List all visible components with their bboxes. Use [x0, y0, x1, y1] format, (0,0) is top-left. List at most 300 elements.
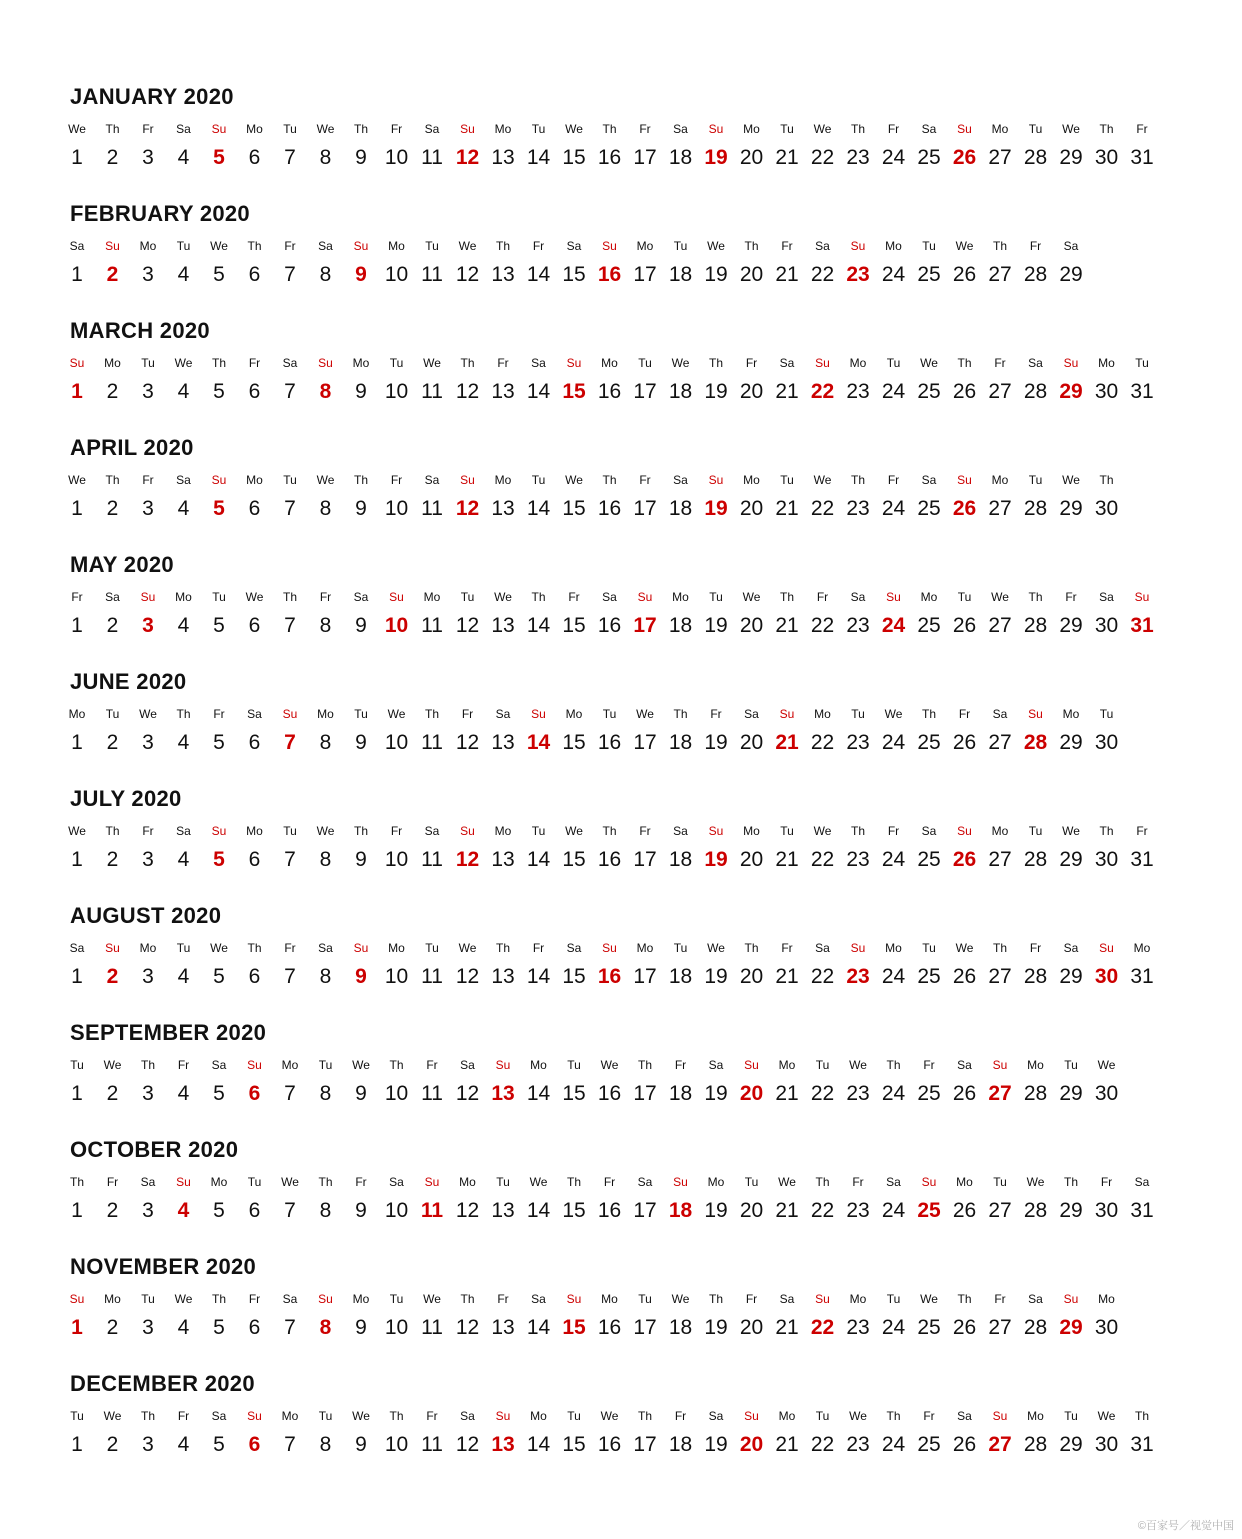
day-number: 13	[491, 146, 515, 169]
day-cell	[57, 552, 97, 642]
day-number: 6	[248, 497, 261, 520]
day-cell	[448, 786, 488, 876]
weekday-label: Sa	[424, 824, 440, 838]
day-number: 9	[355, 263, 367, 286]
weekday-label: We	[565, 473, 583, 487]
weekday-label: Su	[318, 1292, 333, 1306]
weekday-label: Sa	[318, 239, 333, 253]
weekday-label: Sa	[460, 1058, 475, 1072]
weekday-label: Th	[1099, 824, 1114, 838]
day-cell	[803, 84, 843, 174]
day-number: 13	[491, 1433, 515, 1456]
day-number: 26	[952, 497, 977, 520]
day-cell	[483, 1020, 523, 1110]
day-number: 18	[668, 614, 693, 637]
day-cell	[164, 1371, 204, 1461]
weekday-label: Fr	[106, 1175, 119, 1189]
day-number: 17	[633, 731, 657, 754]
weekday-label: Mo	[601, 1292, 618, 1306]
day-number: 1	[71, 1316, 83, 1339]
weekday-label: Th	[318, 1175, 333, 1189]
day-number: 27	[988, 1199, 1012, 1222]
weekday-label: Fr	[177, 1058, 190, 1072]
day-number: 5	[213, 1082, 225, 1105]
day-number: 30	[1094, 1433, 1119, 1456]
weekday-label: Tu	[1135, 356, 1149, 370]
day-cell	[945, 318, 985, 408]
day-cell	[57, 1371, 97, 1461]
day-number: 27	[988, 497, 1012, 520]
weekday-label: Mo	[68, 707, 86, 721]
day-cell	[306, 318, 346, 408]
day-number: 27	[988, 1316, 1012, 1339]
weekday-label: Su	[815, 1292, 830, 1306]
day-cell	[1122, 84, 1162, 174]
weekday-label: Th	[353, 473, 368, 487]
day-number: 2	[106, 965, 119, 988]
day-cell	[732, 318, 772, 408]
weekday-label: Tu	[567, 1409, 581, 1423]
day-number: 2	[106, 146, 119, 169]
weekday-label: Th	[460, 1292, 475, 1306]
day-number: 10	[384, 731, 409, 754]
weekday-label: Th	[957, 356, 972, 370]
day-cell	[57, 1254, 97, 1344]
day-number: 19	[704, 497, 728, 520]
day-cell	[909, 435, 949, 525]
day-cell	[732, 786, 772, 876]
day-cell	[306, 1137, 346, 1227]
weekday-label: Tu	[425, 239, 439, 253]
weekday-label: Mo	[956, 1175, 973, 1189]
day-cell	[838, 1137, 878, 1227]
month-block	[0, 669, 1242, 786]
weekday-label: We	[884, 707, 903, 721]
day-cell	[945, 84, 985, 174]
day-number: 26	[952, 146, 977, 169]
day-number: 17	[633, 1199, 657, 1222]
day-cell	[306, 201, 346, 291]
day-number: 27	[988, 614, 1012, 637]
day-cell	[199, 1020, 239, 1110]
day-cell	[199, 786, 239, 876]
day-number: 25	[917, 1316, 941, 1339]
weekday-label: Sa	[673, 122, 688, 136]
day-number: 8	[319, 614, 332, 637]
weekday-label: Th	[566, 1175, 581, 1189]
weekday-label: Su	[424, 1175, 440, 1189]
day-number: 18	[668, 497, 693, 520]
weekday-label: Fr	[1136, 122, 1148, 136]
weekday-label: Mo	[281, 1409, 299, 1423]
day-number: 1	[71, 731, 83, 754]
day-cell	[57, 435, 97, 525]
day-cell	[164, 903, 204, 993]
weekday-label: Tu	[318, 1058, 333, 1072]
weekday-label: We	[600, 1058, 619, 1072]
day-number: 17	[633, 1082, 657, 1105]
day-cell	[1016, 84, 1056, 174]
day-cell	[57, 669, 97, 759]
day-cell	[270, 318, 310, 408]
day-number: 29	[1059, 1082, 1083, 1105]
day-cell	[590, 1020, 630, 1110]
weekday-label: Fr	[1100, 1175, 1113, 1189]
day-cell	[590, 552, 630, 642]
weekday-label: Fr	[603, 1175, 616, 1189]
day-number: 5	[213, 614, 225, 637]
day-cell	[235, 786, 275, 876]
day-cell	[306, 552, 346, 642]
day-number: 23	[846, 965, 870, 988]
day-cell	[270, 1020, 310, 1110]
weekday-label: Su	[247, 1058, 262, 1072]
day-cell	[341, 552, 381, 642]
day-number: 9	[355, 1316, 367, 1339]
day-cell	[412, 435, 452, 525]
weekday-label: Su	[460, 122, 475, 136]
day-number: 6	[248, 731, 261, 754]
weekday-label: Tu	[815, 1058, 830, 1072]
day-cell	[696, 84, 736, 174]
weekday-label: Th	[921, 707, 936, 721]
day-number: 8	[319, 848, 332, 871]
day-cell	[590, 84, 630, 174]
day-number: 10	[384, 1316, 409, 1339]
weekday-label: Fr	[781, 239, 793, 253]
day-cell	[377, 552, 417, 642]
day-number: 25	[917, 848, 941, 871]
weekday-label: Th	[957, 1292, 972, 1306]
day-number: 26	[952, 614, 977, 637]
day-number: 9	[355, 1082, 367, 1105]
weekday-label: Fr	[674, 1409, 687, 1423]
day-number: 9	[355, 146, 367, 169]
day-cell	[625, 84, 665, 174]
weekday-label: Tu	[531, 824, 546, 838]
day-number: 31	[1130, 848, 1154, 871]
day-cell	[235, 903, 275, 993]
weekday-label: Sa	[531, 1292, 546, 1306]
weekday-label: Mo	[991, 473, 1009, 487]
day-number: 7	[284, 848, 296, 871]
day-number: 19	[704, 146, 728, 169]
day-cell	[519, 1371, 559, 1461]
day-number: 8	[319, 731, 332, 754]
day-cell	[945, 1371, 985, 1461]
weekday-label: Mo	[991, 824, 1009, 838]
day-number: 7	[284, 965, 296, 988]
weekday-label: Fr	[887, 473, 900, 487]
day-number: 11	[421, 614, 443, 637]
day-cell	[554, 201, 594, 291]
day-cell	[803, 1254, 843, 1344]
weekday-label: Tu	[744, 1175, 759, 1189]
day-cell	[1016, 318, 1056, 408]
day-cell	[412, 318, 452, 408]
weekday-label: Fr	[319, 590, 332, 604]
day-cell	[1016, 903, 1056, 993]
weekday-label: We	[316, 473, 335, 487]
day-number: 2	[106, 614, 119, 637]
day-cell	[874, 1020, 914, 1110]
day-number: 29	[1059, 965, 1083, 988]
day-cell	[377, 318, 417, 408]
day-number: 25	[917, 731, 941, 754]
day-cell	[341, 435, 381, 525]
weekday-label: Mo	[1027, 1058, 1044, 1072]
day-number: 29	[1059, 848, 1083, 871]
day-cell	[235, 1371, 275, 1461]
weekday-label: Sa	[779, 356, 795, 370]
day-number: 7	[284, 146, 296, 169]
weekday-label: Su	[637, 590, 653, 604]
weekday-label: Mo	[672, 590, 689, 604]
day-number: 25	[917, 1082, 941, 1105]
day-number: 12	[455, 380, 480, 403]
day-number: 7	[284, 614, 296, 637]
weekday-label: Su	[211, 122, 227, 136]
day-number: 30	[1094, 731, 1119, 754]
weekday-label: We	[813, 824, 832, 838]
day-cell	[696, 669, 736, 759]
weekday-label: Sa	[957, 1058, 972, 1072]
day-number: 24	[881, 380, 906, 403]
weekday-label: We	[565, 824, 583, 838]
weekday-label: Th	[495, 941, 510, 955]
weekday-label: Fr	[355, 1175, 367, 1189]
day-cell	[57, 84, 97, 174]
weekday-label: Tu	[283, 473, 297, 487]
day-number: 22	[810, 1316, 835, 1339]
day-cell	[554, 786, 594, 876]
day-number: 21	[775, 146, 799, 169]
day-cell	[732, 1254, 772, 1344]
day-cell	[661, 903, 701, 993]
day-number: 17	[633, 1433, 657, 1456]
day-number: 25	[917, 1433, 941, 1456]
day-number: 30	[1094, 1082, 1119, 1105]
day-number: 5	[213, 731, 225, 754]
day-cell	[980, 1254, 1020, 1344]
day-number: 11	[421, 380, 443, 403]
day-number: 24	[881, 848, 906, 871]
day-cell	[93, 786, 133, 876]
weekday-label: Mo	[317, 707, 334, 721]
day-number: 1	[71, 614, 83, 637]
day-cell	[199, 1137, 239, 1227]
weekday-label: Fr	[958, 707, 971, 721]
month-title: MARCH 2020	[70, 318, 210, 343]
day-cell	[696, 552, 736, 642]
weekday-label: Mo	[743, 824, 760, 838]
weekday-label: We	[423, 356, 441, 370]
weekday-label: Mo	[388, 941, 405, 955]
day-number: 28	[1023, 380, 1048, 403]
weekday-label: Mo	[246, 824, 263, 838]
weekday-label: Th	[460, 356, 475, 370]
day-cell	[448, 552, 488, 642]
day-number: 4	[177, 263, 190, 286]
weekday-label: Su	[779, 707, 795, 721]
day-number: 9	[355, 848, 367, 871]
month-title: OCTOBER 2020	[70, 1137, 239, 1162]
day-number: 22	[810, 146, 835, 169]
day-number: 20	[739, 731, 764, 754]
day-number: 13	[491, 731, 515, 754]
day-number: 3	[142, 380, 154, 403]
day-number: 14	[526, 263, 551, 286]
weekday-label: Su	[211, 824, 227, 838]
day-number: 21	[775, 965, 799, 988]
weekday-label: Mo	[885, 941, 902, 955]
day-number: 23	[846, 1082, 870, 1105]
day-number: 8	[319, 1316, 332, 1339]
day-cell	[270, 552, 310, 642]
weekday-label: We	[316, 824, 335, 838]
weekday-label: Mo	[210, 1175, 228, 1189]
day-cell	[270, 201, 310, 291]
day-number: 5	[213, 848, 225, 871]
weekday-label: Su	[105, 941, 120, 955]
month-block	[0, 1371, 1242, 1488]
day-number: 20	[739, 614, 764, 637]
weekday-label: Tu	[567, 1058, 581, 1072]
day-cell	[412, 84, 452, 174]
day-cell	[838, 552, 878, 642]
weekday-label: Tu	[638, 1292, 652, 1306]
weekday-label: Su	[282, 707, 298, 721]
day-number: 19	[704, 1199, 728, 1222]
day-number: 4	[177, 731, 190, 754]
day-number: 16	[597, 146, 622, 169]
day-number: 10	[384, 1082, 409, 1105]
weekday-label: Tu	[70, 1409, 84, 1423]
day-cell	[838, 435, 878, 525]
day-number: 29	[1059, 380, 1083, 403]
day-number: 3	[142, 731, 154, 754]
day-number: 27	[988, 731, 1012, 754]
day-number: 14	[526, 380, 551, 403]
day-cell	[874, 1254, 914, 1344]
weekday-label: Mo	[991, 122, 1009, 136]
weekday-label: Fr	[1065, 590, 1077, 604]
day-number: 3	[142, 1433, 154, 1456]
day-cell	[838, 84, 878, 174]
day-number: 19	[704, 1082, 728, 1105]
day-cell	[483, 903, 523, 993]
day-cell	[625, 1254, 665, 1344]
day-number: 28	[1023, 497, 1048, 520]
day-cell	[93, 435, 133, 525]
weekday-label: We	[316, 122, 335, 136]
day-cell	[590, 1371, 630, 1461]
day-cell	[519, 903, 559, 993]
weekday-label: Sa	[318, 941, 333, 955]
day-cell	[199, 435, 239, 525]
weekday-label: Tu	[283, 122, 297, 136]
day-number: 20	[739, 1082, 764, 1105]
weekday-label: Sa	[921, 824, 937, 838]
day-cell	[1016, 552, 1056, 642]
weekday-label: Fr	[1029, 239, 1042, 253]
weekday-label: Su	[69, 1292, 85, 1306]
weekday-label: Sa	[1134, 1175, 1150, 1189]
day-number: 26	[952, 1316, 977, 1339]
day-number: 7	[284, 731, 296, 754]
weekday-label: Fr	[248, 1292, 261, 1306]
day-number: 3	[142, 1199, 154, 1222]
weekday-label: Sa	[424, 473, 440, 487]
day-cell	[874, 786, 914, 876]
weekday-label: Th	[637, 1409, 652, 1423]
day-number: 12	[455, 1316, 480, 1339]
day-cell	[306, 435, 346, 525]
weekday-label: We	[174, 356, 193, 370]
day-cell	[1016, 201, 1056, 291]
day-number: 20	[739, 146, 764, 169]
day-number: 19	[704, 848, 728, 871]
day-number: 11	[421, 731, 443, 754]
day-cell	[945, 1254, 985, 1344]
weekday-label: Sa	[779, 1292, 795, 1306]
month-block	[0, 786, 1242, 903]
weekday-label: Fr	[745, 356, 758, 370]
weekday-label: We	[1097, 1058, 1116, 1072]
day-number: 19	[704, 965, 728, 988]
day-cell	[980, 903, 1020, 993]
weekday-label: Tu	[780, 473, 794, 487]
day-cell	[767, 786, 807, 876]
weekday-label: Sa	[176, 122, 191, 136]
weekday-label: Th	[1099, 473, 1114, 487]
weekday-label: Sa	[176, 824, 191, 838]
day-number: 22	[810, 497, 835, 520]
day-number: 16	[597, 497, 622, 520]
weekday-label: Su	[992, 1058, 1008, 1072]
weekday-label: Mo	[494, 473, 512, 487]
day-number: 31	[1130, 965, 1154, 988]
day-cell	[945, 552, 985, 642]
weekday-label: Tu	[389, 356, 404, 370]
day-cell	[1087, 1020, 1127, 1110]
month-block	[0, 318, 1242, 435]
day-number: 24	[881, 1082, 906, 1105]
day-number: 13	[491, 965, 515, 988]
day-cell	[909, 201, 949, 291]
day-cell	[341, 786, 381, 876]
day-number: 30	[1094, 1316, 1119, 1339]
day-cell	[128, 552, 168, 642]
day-number: 7	[284, 1199, 296, 1222]
day-number: 24	[881, 146, 906, 169]
day-cell	[164, 1137, 204, 1227]
day-cell	[732, 552, 772, 642]
weekday-label: Su	[708, 824, 724, 838]
day-number: 21	[775, 1199, 799, 1222]
weekday-label: Mo	[920, 590, 938, 604]
day-number: 11	[421, 848, 443, 871]
weekday-label: Fr	[887, 122, 900, 136]
weekday-label: Sa	[424, 122, 440, 136]
weekday-label: We	[991, 590, 1009, 604]
day-cell	[945, 1137, 985, 1227]
day-cell	[519, 552, 559, 642]
day-cell	[341, 201, 381, 291]
weekday-label: Sa	[247, 707, 262, 721]
weekday-label: Sa	[282, 1292, 298, 1306]
day-cell	[199, 318, 239, 408]
